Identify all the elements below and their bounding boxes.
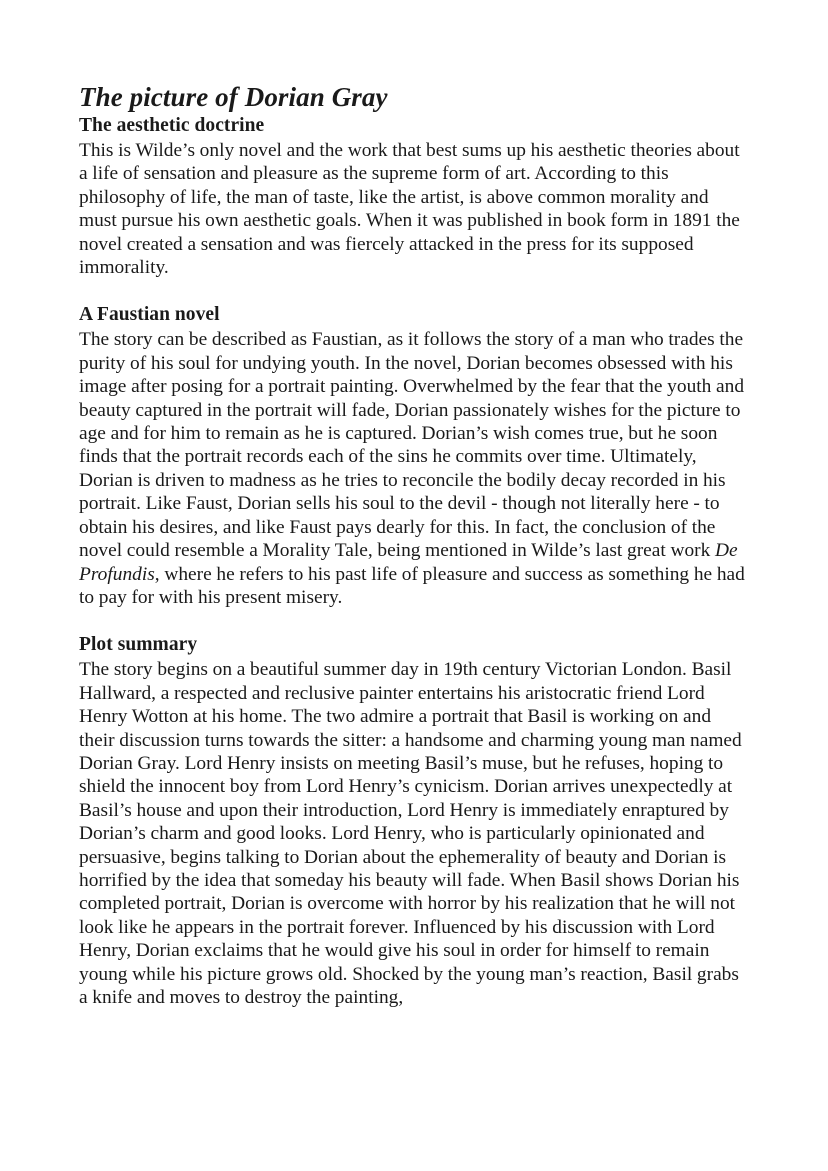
page-title: The picture of Dorian Gray	[79, 82, 388, 112]
section-plot-summary	[79, 633, 748, 1009]
section-heading-plot-summary: Plot summary	[79, 634, 198, 656]
paragraph-plot-summary	[79, 658, 748, 1009]
paragraph-text-part: The story can be described as Faustian, as it follows the story of a man who trades the purity of his soul for undying youth. In the novel, Dorian becomes obsessed with his image after posing for a portrait painting. Overwhelmed by the fear that the youth and beauty captured in the portrait will fade, Dorian passionately wishes for the picture to age and for him to remain as he is captured. Dorian’s wish comes true, but he soon finds that the portrait records each of the sins he commits over time. Ultimately, Dorian is driven to madness as he tries to reconcile the bodily decay recorded in his portrait. Like Faust, Dorian sells his soul to the devil - though not literally here - to obtain his desires, and like Faust pays dearly for this. In fact, the conclusion of the novel could resemble a Morality Tale, being mentioned in Wilde’s last great work	[79, 329, 745, 562]
paragraph-text-part: This is Wilde’s only novel and the work that best sums up his aesthetic theories about a life of sensation and pleasure as the supreme form of art. According to this philosophy of life, the man of taste, like the artist, is above common morality and must pursue his own aesthetic goals. When it was published in book form in 1891 the novel created a sensation and was fiercely attacked in the press for its supposed immorality.	[79, 140, 740, 279]
paragraph-faustian-novel	[79, 328, 748, 609]
paragraph-text-part: , where he refers to his past life of pleasure and success as something he had to pay for with his present misery.	[79, 563, 745, 608]
section-heading-aesthetic-doctrine: The aesthetic doctrine	[79, 115, 265, 136]
paragraph-text-part: The story begins on a beautiful summer day in 19th century Victorian London. Basil Hallward, a respected and reclusive painter entertains his aristocratic friend Lord Henry Wotton at his home. The two admire a portrait that Basil is working on and their discussion turns towards the sitter: a handsome and charming young man named Dorian Gray. Lord Henry insists on meeting Basil’s muse, but he refuses, hoping to shield the innocent boy from Lord Henry’s cynicism. Dorian arrives unexpectedly at Basil’s house and upon their introduction, Lord Henry is immediately enraptured by Dorian’s charm and good looks. Lord Henry, who is particularly opinionated and persuasive, begins talking to Dorian about the ephemerality of beauty and Dorian is horrified by the idea that someday his beauty will fade. When Basil shows Dorian his completed portrait, Dorian is overcome with horror by his realization that he will not look like he appears in the portrait forever. Influenced by his discussion with Lord Henry, Dorian exclaims that he would give his soul in order for himself to remain young while his picture grows old. Shocked by the young man’s reaction, Basil grabs a knife and moves to destroy the painting,	[79, 659, 742, 1008]
section-heading-faustian-novel: A Faustian novel	[79, 304, 220, 326]
paragraph-italic-part: De Profundis	[79, 540, 738, 585]
section-aesthetic-doctrine	[79, 114, 748, 279]
paragraph-aesthetic-doctrine	[79, 139, 748, 279]
section-faustian-novel	[79, 303, 748, 609]
